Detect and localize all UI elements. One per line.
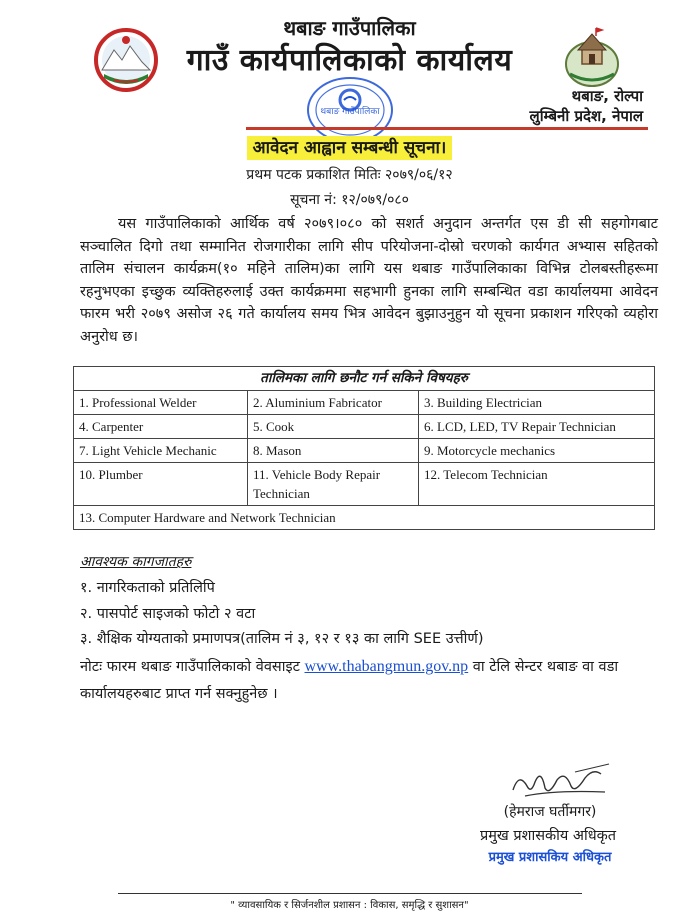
- subjects-table: [73, 366, 655, 530]
- notice-title-wrap: [0, 135, 699, 158]
- table-row: [74, 506, 655, 530]
- document-item: ३. शैक्षिक योग्यताको प्रमाणपत्र(तालिम नं ३, १२ र १३ का लागि SEE उत्तीर्ण): [80, 631, 484, 647]
- table-cell: 7. Light Vehicle Mechanic: [74, 439, 248, 463]
- publication-date: प्रथम पटक प्रकाशित मितिः २०७९/०६/१२: [246, 167, 453, 183]
- table-row: [74, 391, 655, 415]
- table-cell: 5. Cook: [248, 415, 419, 439]
- municipality-name: थबाङ गाउँपालिका: [283, 16, 416, 40]
- note-paragraph: [80, 653, 658, 708]
- table-row: [74, 415, 655, 439]
- notice-number: सूचना नं: १२/०७९/०८०: [290, 192, 409, 208]
- table-row: [74, 463, 655, 506]
- signatory-title: प्रमुख प्रशासकीय अधिकृत: [479, 828, 617, 844]
- signature-icon: [505, 760, 615, 806]
- documents-heading: आवश्यक कागजातहरु: [80, 554, 192, 570]
- table-cell: 2. Aluminium Fabricator: [248, 391, 419, 415]
- address-line-1: थबाङ, रोल्पा: [571, 87, 643, 105]
- website-link[interactable]: www.thabangmun.gov.np: [304, 658, 469, 675]
- table-cell: 1. Professional Welder: [74, 391, 248, 415]
- note-prefix: नोटः फारम थबाङ गाउँपालिकाको वेवसाइट: [80, 659, 305, 675]
- table-cell: 3. Building Electrician: [419, 391, 655, 415]
- table-cell: 13. Computer Hardware and Network Technician: [74, 506, 655, 530]
- notice-body: यस गाउँपालिकाको आर्थिक वर्ष २०७९।०८० को सशर्त अनुदान अन्तर्गत एस डी सी सहगोगबाट सञ्चालित दिगो तथा सम्मानित रोजगारीका लागि सीप परियोजना-दोस्रो चरणको कार्यगत अभ्यास सहितको तालिम संचालन कार्यक्रम(१० महिने तालिम)का लागि यस थबाङ गाउँपालिकाका विभिन्न टोलबस्तीहरूमा रहनुभएका इच्छुक व्यक्तिहरुलाई उक्त कार्यक्रममा सहभागी हुनका लागि सम्बन्धित वडा कार्यालयमा आवेदन फारम भरी २०७९ असोज २६ गते कार्यालय समय भित्र आवेदन बुझाउनुहुन यो सूचना प्रकाशन गरिएको व्यहोरा अनुरोध छ।: [80, 216, 658, 345]
- table-row: [74, 439, 655, 463]
- table-header-row: [74, 367, 655, 391]
- office-name: गाउँ कार्यपालिकाको कार्यालय: [186, 43, 513, 78]
- office-stamp-text: थबाङ गाउँपालिका: [320, 107, 380, 117]
- table-cell: 4. Carpenter: [74, 415, 248, 439]
- notice-title: आवेदन आह्वान सम्बन्धी सूचना।: [247, 136, 453, 160]
- signatory-name: (हेमराज घर्तीमगर): [503, 804, 597, 820]
- note-suffix: वा टेलि सेन्टर थबाङ वा वडा कार्यालयहरुबाट प्राप्त गर्न सक्नुहुनेछ ।: [80, 659, 619, 702]
- table-cell: 11. Vehicle Body Repair Technician: [248, 463, 419, 506]
- table-cell: 9. Motorcycle mechanics: [419, 439, 655, 463]
- signature-stamp: प्रमुख प्रशासकिय अधिकृत: [488, 850, 612, 865]
- table-cell: 6. LCD, LED, TV Repair Technician: [419, 415, 655, 439]
- table-cell: 12. Telecom Technician: [419, 463, 655, 506]
- footer-motto: " व्यावसायिक र सिर्जनशील प्रशासन : विकास, समृद्धि र सुशासन": [230, 900, 469, 911]
- table-cell: 10. Plumber: [74, 463, 248, 506]
- header-divider: [246, 127, 648, 130]
- table-heading: तालिमका लागि छनौट गर्न सकिने विषयहरु: [74, 367, 655, 391]
- footer-divider: [118, 893, 582, 894]
- document-item: २. पासपोर्ट साइजको फोटो २ वटा: [80, 606, 256, 622]
- table-cell: 8. Mason: [248, 439, 419, 463]
- address-line-2: लुम्बिनी प्रदेश, नेपाल: [529, 107, 643, 125]
- document-item: १. नागरिकताको प्रतिलिपि: [80, 580, 215, 596]
